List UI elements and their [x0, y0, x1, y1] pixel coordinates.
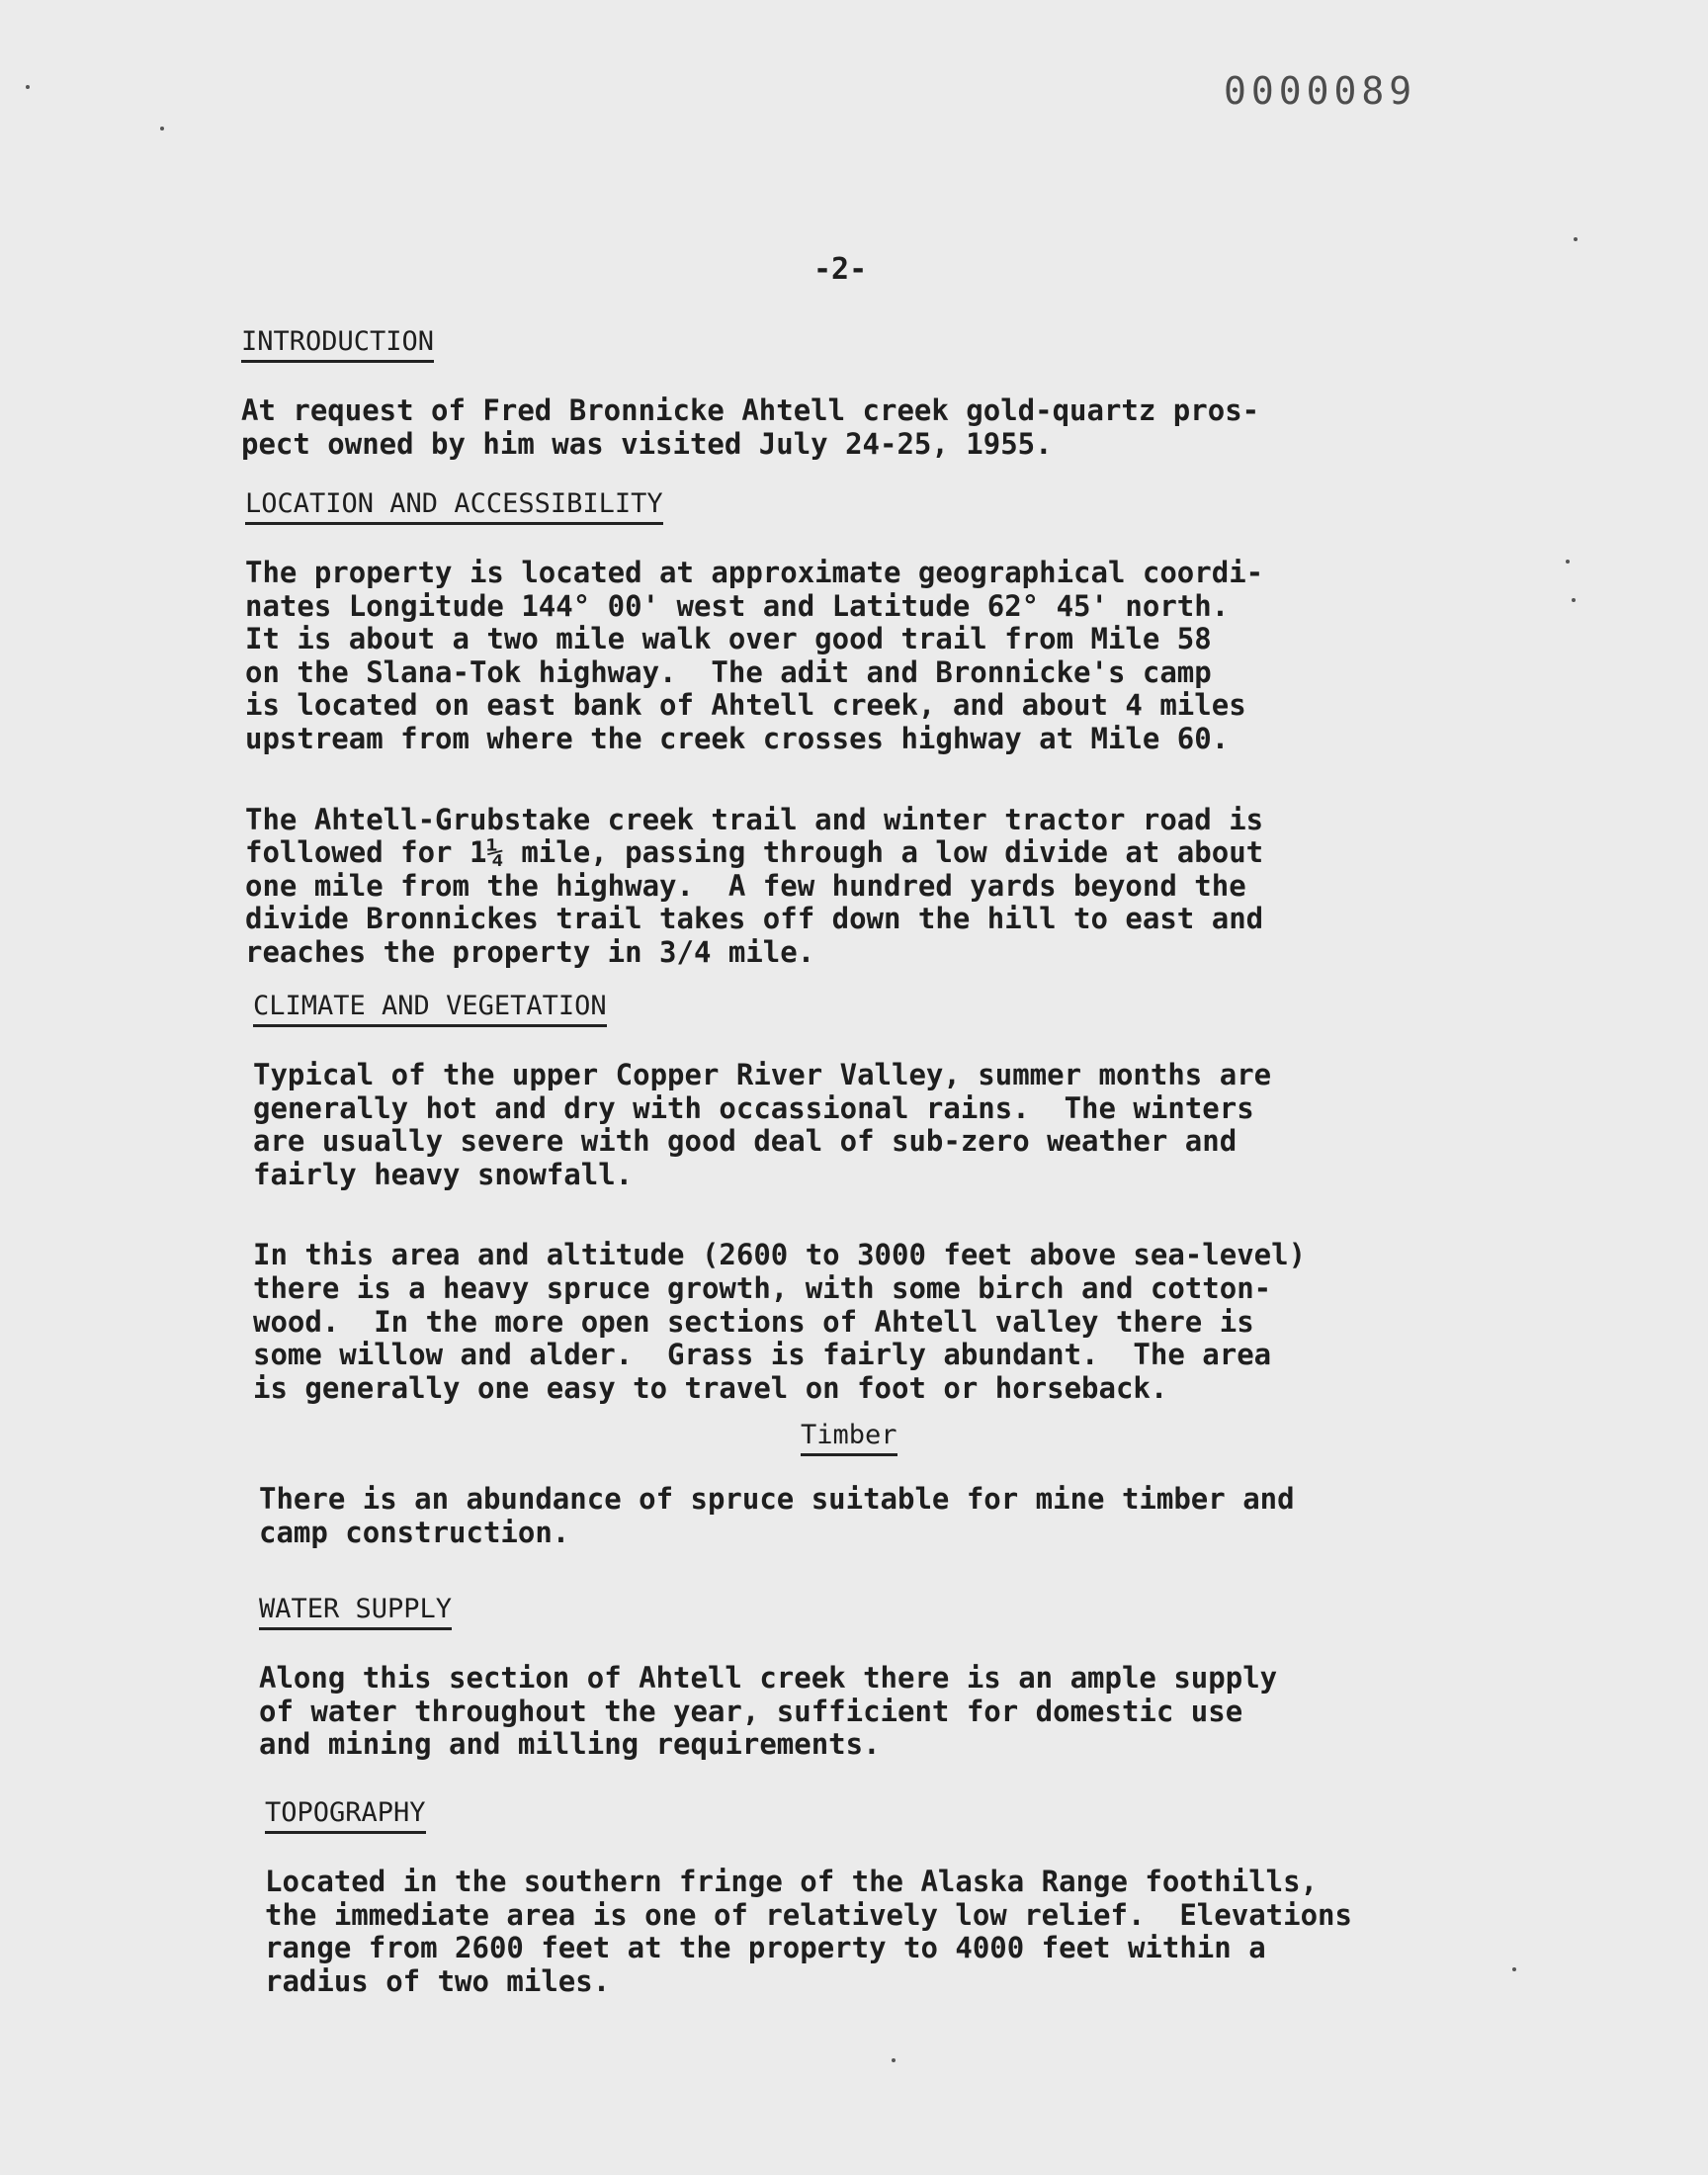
scan-speck: [1574, 237, 1578, 241]
paragraph: Located in the southern fringe of the Alaska Range foothills, the immediate area is one of relatively low relief. Elevations range from 2600 feet at the property to 4000 feet within a radius of two miles.: [265, 1865, 1352, 1998]
section-heading: TOPOGRAPHY: [265, 1797, 426, 1834]
scan-speck: [1566, 560, 1570, 564]
section-heading: LOCATION AND ACCESSIBILITY: [245, 488, 663, 525]
document-number: 0000089: [1224, 69, 1417, 113]
scan-speck: [1572, 598, 1576, 602]
section-heading: WATER SUPPLY: [259, 1594, 452, 1630]
page-number: -2-: [813, 252, 868, 287]
scan-speck: [26, 85, 30, 89]
paragraph: At request of Fred Bronnicke Ahtell creek gold-quartz pros- pect owned by him was visited July 24-25, 1955.: [241, 393, 1260, 461]
paragraph: Typical of the upper Copper River Valley, summer months are generally hot and dry with occassional rains. The winters are usually severe with good deal of sub-zero weather and fairly heavy snowfall.: [253, 1058, 1272, 1191]
scan-speck: [1512, 1967, 1516, 1971]
section-heading: CLIMATE AND VEGETATION: [253, 991, 607, 1027]
section-introduction: [241, 326, 1516, 461]
scan-speck: [892, 2058, 896, 2062]
section-heading: INTRODUCTION: [241, 326, 434, 363]
section-water-supply: [259, 1594, 1534, 1762]
section-topography: [265, 1797, 1540, 1998]
section-location-and-accessibility: [245, 488, 1520, 970]
section-climate-and-vegetation: [253, 991, 1528, 1405]
paragraph: The Ahtell-Grubstake creek trail and winter tractor road is followed for 1¼ mile, passing through a low divide at about one mile from the highway. A few hundred yards beyond the divide Bronnickes trail takes off down the hill to east and reaches the property in 3/4 mile.: [245, 802, 1264, 969]
paragraph: The property is located at approximate geographical coordi- nates Longitude 144° 00' west and Latitude 62° 45' north. It is about a two mile walk over good trail from Mile 58 on the Slana-Tok highway. The adit and Bronnicke's camp is located on east bank of Ahtell creek, and about 4 miles upstream from where the creek crosses highway at Mile 60.: [245, 556, 1264, 755]
paragraph: Along this section of Ahtell creek there is an ample supply of water throughout the year, sufficient for domestic use and mining and milling requirements.: [259, 1661, 1278, 1762]
scan-speck: [160, 127, 164, 130]
section-heading: Timber: [801, 1420, 897, 1456]
paragraph: In this area and altitude (2600 to 3000 feet above sea-level) there is a heavy spruce growth, with some birch and cotton- wood. In the more open sections of Ahtell valley there is some willow and alder. Grass is fairly abundant. The area is generally one easy to travel on foot or horseback.: [253, 1238, 1307, 1405]
section-timber: [259, 1451, 1534, 1549]
paragraph: There is an abundance of spruce suitable for mine timber and camp construction.: [259, 1482, 1295, 1549]
